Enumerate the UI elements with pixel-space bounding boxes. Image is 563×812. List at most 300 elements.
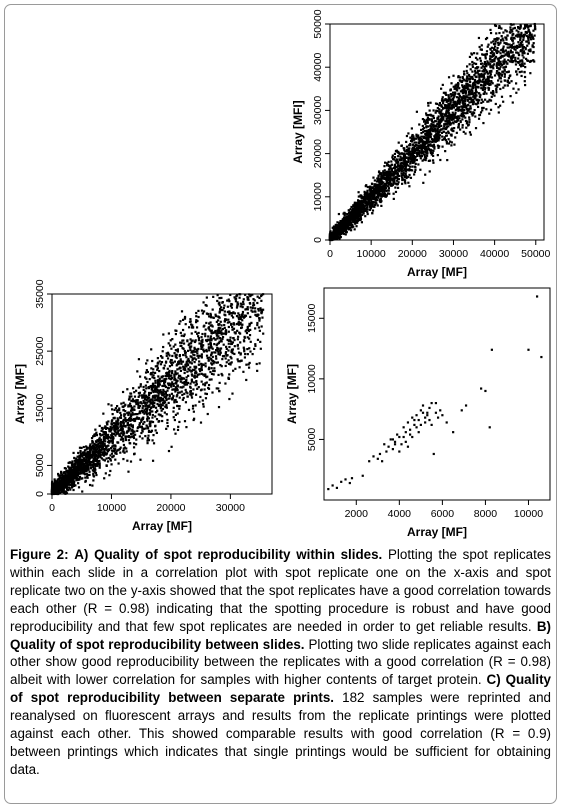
data-point [431, 118, 433, 120]
data-point [406, 152, 408, 154]
data-point [258, 309, 260, 311]
data-point [409, 156, 411, 158]
data-point [462, 97, 464, 99]
data-point [484, 99, 486, 101]
data-point [389, 185, 391, 187]
data-point [229, 339, 231, 341]
data-point [517, 41, 519, 43]
data-point [419, 139, 421, 141]
data-point [517, 31, 519, 33]
data-point [361, 200, 363, 202]
data-point [466, 72, 468, 74]
data-point [147, 406, 149, 408]
data-point [437, 131, 439, 133]
data-point [150, 406, 152, 408]
data-point [531, 36, 533, 38]
data-point [502, 66, 504, 68]
data-point [412, 160, 414, 162]
data-point [416, 111, 418, 113]
data-point [504, 70, 506, 72]
x-tick-label: 40000 [480, 248, 510, 260]
data-point [177, 429, 179, 431]
data-point [407, 182, 409, 184]
data-point [330, 238, 332, 240]
data-point [76, 456, 78, 458]
data-point [262, 333, 264, 335]
data-point [179, 405, 181, 407]
data-point [411, 138, 413, 140]
data-point [519, 39, 521, 41]
data-point [489, 76, 491, 78]
data-point [333, 225, 335, 227]
data-point [441, 146, 443, 148]
data-point [139, 435, 141, 437]
data-point [383, 188, 385, 190]
data-point [437, 126, 439, 128]
data-point [420, 147, 422, 149]
data-point [113, 409, 115, 411]
data-point [426, 140, 428, 142]
data-point [454, 88, 456, 90]
data-point [474, 109, 476, 111]
data-point [236, 315, 238, 317]
data-point [469, 84, 471, 86]
data-point [470, 89, 472, 91]
data-point [508, 46, 510, 48]
data-point [181, 335, 183, 337]
data-points [329, 23, 536, 241]
data-point [227, 311, 229, 313]
data-point [160, 407, 162, 409]
data-point [524, 27, 526, 29]
data-point [144, 435, 146, 437]
data-point [475, 76, 477, 78]
data-point [411, 127, 413, 129]
data-point [230, 357, 232, 359]
data-point [423, 119, 425, 121]
data-point [192, 388, 194, 390]
data-point [382, 170, 384, 172]
data-point [390, 174, 392, 176]
data-point [453, 144, 455, 146]
data-point [466, 84, 468, 86]
data-point [471, 77, 473, 79]
data-point [518, 44, 520, 46]
data-point [434, 125, 436, 127]
data-point [231, 393, 233, 395]
data-point [442, 100, 444, 102]
data-point [507, 84, 509, 86]
data-point [445, 132, 447, 134]
data-point [521, 41, 523, 43]
data-point [433, 121, 435, 123]
data-point [476, 81, 478, 83]
data-point [184, 420, 186, 422]
data-point [427, 104, 429, 106]
data-point [496, 49, 498, 51]
data-point [501, 35, 503, 37]
data-point [528, 34, 530, 36]
data-point [237, 338, 239, 340]
data-point [413, 173, 415, 175]
data-point [386, 171, 388, 173]
data-point [394, 164, 396, 166]
data-point [154, 382, 156, 384]
y-tick-label: 10000 [312, 182, 324, 212]
data-point [495, 25, 497, 27]
data-point [503, 45, 505, 47]
data-point [410, 154, 412, 156]
data-point [432, 145, 434, 147]
data-point [187, 375, 189, 377]
data-point [442, 117, 444, 119]
data-point [244, 337, 246, 339]
data-point [432, 162, 434, 164]
data-point [456, 88, 458, 90]
data-point [493, 60, 495, 62]
data-point [448, 98, 450, 100]
data-point [390, 172, 392, 174]
data-point [524, 84, 526, 86]
data-point [466, 70, 468, 72]
data-point [350, 229, 352, 231]
data-point [260, 348, 262, 350]
data-point [419, 154, 421, 156]
data-point [170, 339, 172, 341]
data-point [442, 96, 444, 98]
data-point [202, 399, 204, 401]
data-point [109, 470, 111, 472]
data-point [248, 293, 250, 295]
data-point [377, 176, 379, 178]
data-point [427, 120, 429, 122]
data-point [450, 93, 452, 95]
data-point [179, 342, 181, 344]
data-point [487, 44, 489, 46]
data-point [124, 436, 126, 438]
data-point [452, 130, 454, 132]
data-point [153, 405, 155, 407]
data-point [494, 49, 496, 51]
data-point [168, 402, 170, 404]
data-point [436, 136, 438, 138]
data-point [526, 45, 528, 47]
data-point [391, 178, 393, 180]
data-point [371, 201, 373, 203]
data-point [146, 409, 148, 411]
data-point [72, 452, 74, 454]
data-point [354, 223, 356, 225]
data-point [453, 106, 455, 108]
data-point [132, 387, 134, 389]
data-point [105, 472, 107, 474]
data-point [405, 173, 407, 175]
data-point [344, 224, 346, 226]
data-point [462, 111, 464, 113]
data-point [461, 118, 463, 120]
data-point [108, 457, 110, 459]
data-point [443, 128, 445, 130]
data-point [489, 29, 491, 31]
data-point [156, 369, 158, 371]
data-point [489, 82, 491, 84]
data-point [414, 169, 416, 171]
data-point [401, 165, 403, 167]
data-point [173, 401, 175, 403]
data-point [500, 57, 502, 59]
data-point [198, 337, 200, 339]
data-point [466, 80, 468, 82]
data-point [162, 333, 164, 335]
data-point [514, 57, 516, 59]
data-point [465, 90, 467, 92]
data-point [513, 23, 515, 25]
data-point [372, 209, 374, 211]
data-point [437, 147, 439, 149]
data-point [152, 421, 154, 423]
data-point [128, 439, 130, 441]
data-point [189, 366, 191, 368]
data-point [170, 374, 172, 376]
data-point [479, 57, 481, 59]
data-point [154, 372, 156, 374]
data-point [357, 191, 359, 193]
data-point [243, 350, 245, 352]
data-point [437, 145, 439, 147]
data-point [417, 163, 419, 165]
data-point [398, 142, 400, 144]
data-point [393, 193, 395, 195]
data-point [174, 370, 176, 372]
data-point [467, 99, 469, 101]
scatter-plot-b [4, 280, 280, 542]
data-point [427, 145, 429, 147]
data-point [469, 81, 471, 83]
data-point [425, 148, 427, 150]
data-point [496, 47, 498, 49]
data-point [517, 88, 519, 90]
data-point [449, 141, 451, 143]
data-point [132, 400, 134, 402]
data-point [232, 370, 234, 372]
data-point [432, 127, 434, 129]
data-point [493, 43, 495, 45]
data-point [394, 156, 396, 158]
data-point [512, 40, 514, 42]
data-point [426, 125, 428, 127]
data-point [364, 215, 366, 217]
data-point [397, 155, 399, 157]
data-point [228, 343, 230, 345]
data-point [369, 190, 371, 192]
data-point [237, 345, 239, 347]
data-point [397, 183, 399, 185]
data-point [138, 396, 140, 398]
data-point [383, 165, 385, 167]
data-point [119, 452, 121, 454]
data-point [380, 188, 382, 190]
data-point [416, 144, 418, 146]
data-point [218, 316, 220, 318]
data-point [148, 394, 150, 396]
data-point [494, 74, 496, 76]
data-point [484, 80, 486, 82]
data-point [370, 187, 372, 189]
data-point [192, 407, 194, 409]
data-point [191, 324, 193, 326]
data-point [221, 358, 223, 360]
data-point [447, 125, 449, 127]
data-point [490, 32, 492, 34]
data-point [184, 372, 186, 374]
data-point [530, 60, 532, 62]
data-point [398, 165, 400, 167]
data-point [478, 37, 480, 39]
data-point [496, 52, 498, 54]
data-point [514, 59, 516, 61]
data-point [500, 27, 502, 29]
data-point [222, 336, 224, 338]
data-point [165, 361, 167, 363]
data-point [172, 395, 174, 397]
data-point [188, 326, 190, 328]
data-point [521, 71, 523, 73]
data-point [484, 73, 486, 75]
data-point [474, 96, 476, 98]
data-point [458, 124, 460, 126]
data-point [95, 474, 97, 476]
data-point [502, 39, 504, 41]
data-point [386, 174, 388, 176]
data-point [427, 131, 429, 133]
data-point [461, 126, 463, 128]
data-point [492, 93, 494, 95]
data-point [163, 396, 165, 398]
data-point [205, 397, 207, 399]
data-point [170, 348, 172, 350]
data-point [429, 102, 431, 104]
data-point [495, 40, 497, 42]
data-point [414, 141, 416, 143]
data-point [483, 76, 485, 78]
data-point [525, 47, 527, 49]
data-point [512, 42, 514, 44]
data-point [388, 183, 390, 185]
data-point [420, 157, 422, 159]
data-point [359, 211, 361, 213]
data-point [432, 159, 434, 161]
data-point [445, 139, 447, 141]
data-point [374, 179, 376, 181]
data-point [206, 393, 208, 395]
data-point [492, 55, 494, 57]
data-point [156, 418, 158, 420]
data-point [407, 176, 409, 178]
data-point [168, 387, 170, 389]
data-point [386, 178, 388, 180]
data-point [171, 364, 173, 366]
data-point [438, 137, 440, 139]
data-point [466, 65, 468, 67]
data-point [398, 170, 400, 172]
data-point [393, 158, 395, 160]
data-point [165, 428, 167, 430]
data-point [167, 357, 169, 359]
data-point [520, 32, 522, 34]
data-point [470, 97, 472, 99]
data-point [491, 61, 493, 63]
data-point [458, 87, 460, 89]
data-point [454, 91, 456, 93]
data-point [474, 83, 476, 85]
data-point [498, 111, 500, 113]
data-point [401, 183, 403, 185]
data-point [468, 97, 470, 99]
data-point [463, 86, 465, 88]
data-point [394, 186, 396, 188]
data-point [478, 80, 480, 82]
data-point [104, 459, 106, 461]
data-point [381, 182, 383, 184]
data-point [431, 138, 433, 140]
data-point [99, 467, 101, 469]
data-point [167, 368, 169, 370]
data-point [195, 404, 197, 406]
data-point [426, 153, 428, 155]
data-point [228, 398, 230, 400]
data-point [147, 371, 149, 373]
data-point [404, 179, 406, 181]
data-point [220, 297, 222, 299]
data-point [136, 370, 138, 372]
data-point [123, 425, 125, 427]
data-point [527, 53, 529, 55]
data-point [400, 169, 402, 171]
data-point [466, 112, 468, 114]
data-point [484, 83, 486, 85]
data-point [468, 78, 470, 80]
data-point [495, 91, 497, 93]
data-point [497, 37, 499, 39]
data-point [440, 129, 442, 131]
data-point [513, 54, 515, 56]
data-point [422, 141, 424, 143]
data-point [171, 381, 173, 383]
data-point [363, 210, 365, 212]
data-point [416, 149, 418, 151]
data-point [515, 92, 517, 94]
data-point [60, 472, 62, 474]
data-point [376, 196, 378, 198]
data-point [374, 185, 376, 187]
data-point [432, 150, 434, 152]
data-point [464, 103, 466, 105]
data-point [203, 388, 205, 390]
data-point [385, 187, 387, 189]
data-point [171, 355, 173, 357]
data-point [141, 427, 143, 429]
data-point [338, 213, 340, 215]
data-point [495, 85, 497, 87]
data-point [193, 418, 195, 420]
data-point [380, 179, 382, 181]
data-point [408, 174, 410, 176]
data-point [141, 437, 143, 439]
data-point [103, 436, 105, 438]
data-point [154, 415, 156, 417]
data-point [145, 362, 147, 364]
data-point [520, 65, 522, 67]
